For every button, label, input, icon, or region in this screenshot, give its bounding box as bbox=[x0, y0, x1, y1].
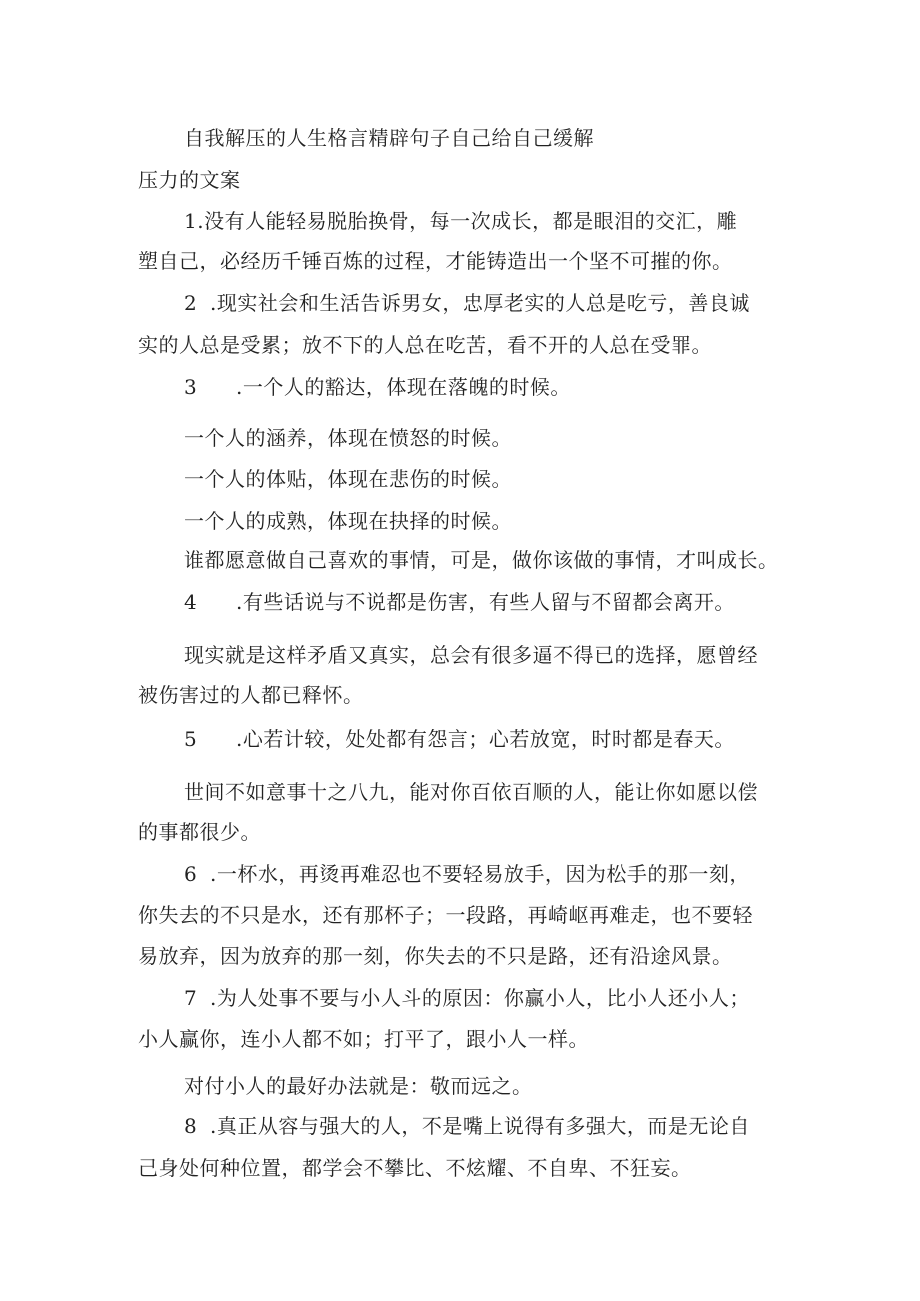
paragraph-4-line-2: 现实就是这样矛盾又真实，总会有很多逼不得已的选择，愿曾经 bbox=[184, 643, 758, 667]
paragraph-7-line-1 bbox=[184, 985, 750, 1011]
title-line-1: 自我解压的人生格言精辟句子自己给自己缓解 bbox=[184, 126, 594, 150]
paragraph-1-line-1 bbox=[184, 208, 737, 234]
paragraph-number: 7 bbox=[184, 986, 198, 1010]
paragraph-number: 3 bbox=[184, 375, 198, 399]
paragraph-number: 2 bbox=[184, 291, 198, 315]
paragraph-number: 4 bbox=[184, 590, 198, 614]
paragraph-2-line-2: 实的人总是受累；放不下的人总在吃苦，看不开的人总在受罪。 bbox=[138, 333, 712, 357]
paragraph-text: .心若计较，处处都有怨言；心若放宽，时时都是春天。 bbox=[236, 727, 735, 751]
paragraph-8-line-2: 己身处何种位置，都学会不攀比、不炫耀、不自卑、不狂妄。 bbox=[138, 1156, 692, 1180]
paragraph-text: .真正从容与强大的人，不是嘴上说得有多强大，而是无论自 bbox=[210, 1114, 750, 1138]
paragraph-text: .有些话说与不说都是伤害，有些人留与不留都会离开。 bbox=[236, 590, 735, 614]
paragraph-7-line-3: 对付小人的最好办法就是：敬而远之。 bbox=[184, 1074, 533, 1098]
paragraph-3-line-1 bbox=[184, 374, 571, 400]
paragraph-number: 8 bbox=[184, 1114, 198, 1138]
paragraph-number: 6 bbox=[184, 862, 198, 886]
paragraph-number: 1. bbox=[184, 209, 205, 233]
paragraph-6-line-1 bbox=[184, 861, 750, 887]
paragraph-3-line-5: 谁都愿意做自己喜欢的事情，可是，做你该做的事情，才叫成长。 bbox=[184, 548, 779, 572]
paragraph-3-line-3: 一个人的体贴，体现在悲伤的时候。 bbox=[184, 467, 512, 491]
paragraph-3-line-2: 一个人的涵养，体现在愤怒的时候。 bbox=[184, 426, 512, 450]
paragraph-5-line-2: 世间不如意事十之八九，能对你百依百顺的人，能让你如愿以偿 bbox=[184, 780, 758, 804]
paragraph-5-line-3: 的事都很少。 bbox=[138, 820, 261, 844]
paragraph-2-line-1 bbox=[184, 290, 750, 316]
paragraph-text: .现实社会和生活告诉男女，忠厚老实的人总是吃亏，善良诚 bbox=[210, 291, 750, 315]
paragraph-text: 没有人能轻易脱胎换骨，每一次成长，都是眼泪的交汇，雕 bbox=[204, 209, 738, 233]
paragraph-1-line-2: 塑自己，必经历千锤百炼的过程，才能铸造出一个坚不可摧的你。 bbox=[138, 249, 733, 273]
paragraph-5-line-1 bbox=[184, 726, 735, 752]
paragraph-text: .一杯水，再烫再难忍也不要轻易放手，因为松手的那一刻， bbox=[210, 862, 750, 886]
paragraph-4-line-1 bbox=[184, 589, 735, 615]
title-line-2: 压力的文案 bbox=[138, 168, 241, 192]
paragraph-number: 5 bbox=[184, 727, 198, 751]
paragraph-8-line-1 bbox=[184, 1113, 750, 1139]
paragraph-4-line-3: 被伤害过的人都已释怀。 bbox=[138, 683, 364, 707]
paragraph-text: .一个人的豁达，体现在落魄的时候。 bbox=[236, 375, 571, 399]
paragraph-6-line-3: 易放弃，因为放弃的那一刻，你失去的不只是路，还有沿途风景。 bbox=[138, 944, 733, 968]
paragraph-7-line-2: 小人赢你，连小人都不如；打平了，跟小人一样。 bbox=[138, 1027, 589, 1051]
paragraph-6-line-2: 你失去的不只是水，还有那杯子；一段路，再崎岖再难走，也不要轻 bbox=[138, 903, 753, 927]
paragraph-text: .为人处事不要与小人斗的原因：你赢小人，比小人还小人； bbox=[210, 986, 750, 1010]
paragraph-3-line-4: 一个人的成熟，体现在抉择的时候。 bbox=[184, 509, 512, 533]
